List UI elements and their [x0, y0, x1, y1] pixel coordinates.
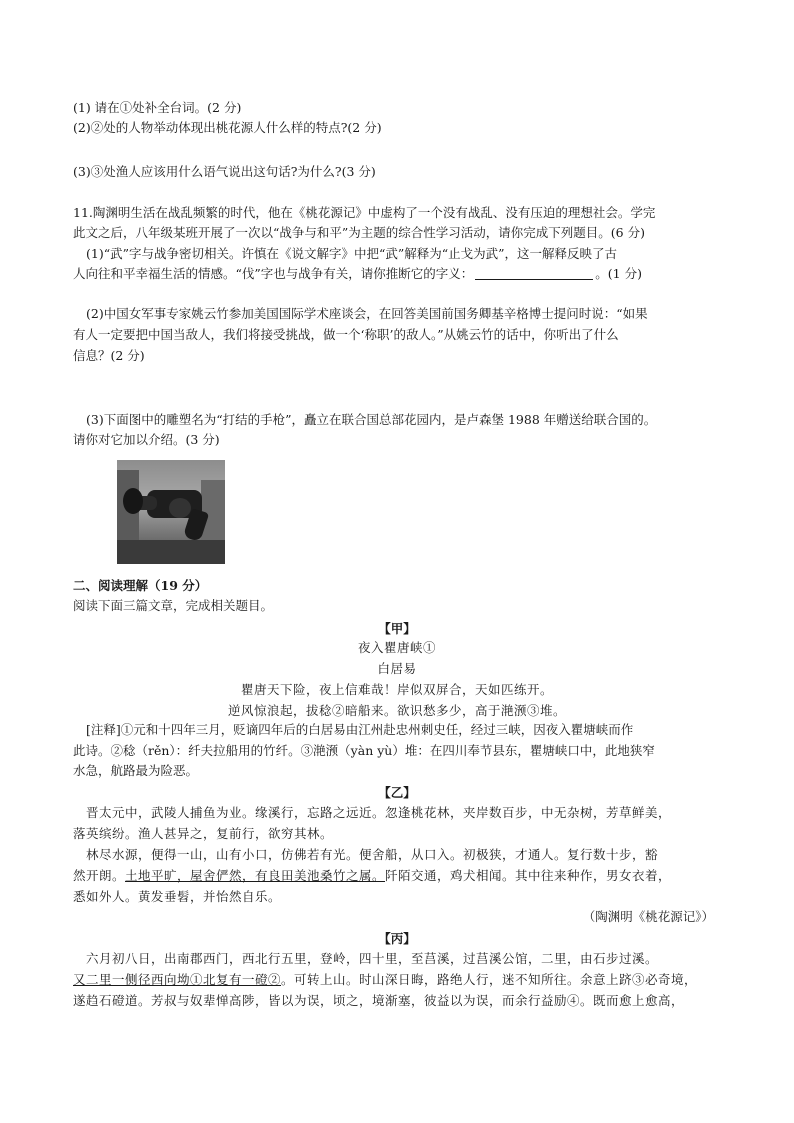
bing-para1-line-1: 六月初八日，出南郡西门，西北行五里，登岭，四十里，至莒溪，过莒溪公馆，二里，由石步过溪。	[86, 951, 659, 966]
answer-blank[interactable]	[475, 265, 593, 280]
bing-para1-line-3: 遂趋石磴道。芳叔与奴辈惮高陟，皆以为误，顷之，境渐塞，彼益以为误，而余行益励④。既而愈上愈高，	[73, 993, 685, 1008]
gun-cylinder	[169, 498, 191, 518]
q10-item-3: (3)③处渔人应该用什么语气说出这句话?为什么?(3 分)	[73, 164, 376, 179]
poem-note-line-3: 水急，航路最为险恶。	[73, 763, 199, 778]
poem-note-line-2: 此诗。②稔（rěn）：纤夫拉船用的竹纤。③滟滪（yàn yù）堆：在四川奉节县东，瞿塘峡口中，此地狭窄	[73, 743, 655, 758]
q11-part3-line-1: (3)下面图中的雕塑名为“打结的手枪”，矗立在联合国总部花园内，是卢森堡 1988 年赠送给联合国的。	[86, 412, 657, 427]
poem-note-line-1: [注释]①元和十四年三月，贬谪四年后的白居易由江州赴忠州刺史任，经过三峡，因夜入瞿塘峡而作	[86, 722, 634, 737]
yi-underlined-sentence: 土地平旷，屋舍俨然，有良田美池桑竹之属。	[125, 868, 386, 883]
sculpture-base	[117, 540, 225, 564]
poem-line-1: 瞿唐天下险，夜上信难哉！岸似双屏合，天如匹练开。	[240, 682, 553, 697]
knotted-gun-sculpture-photo	[117, 460, 225, 564]
yi-text-segment: 然开朗。	[73, 868, 126, 883]
q10-item-1: (1) 请在①处补全台词。(2 分)	[73, 100, 242, 115]
yi-para2-line-1: 林尽水源，便得一山，山有小口，仿佛若有光。便舍船，从口入。初极狭，才通人。复行数十步，豁	[86, 847, 659, 862]
poem-line-2: 逆风惊浪起，拔稔②暗船来。欲识愁多少，高于滟滪③堆。	[227, 703, 566, 718]
bing-text-segment: 。可转上山。时山深日晦，路绝人行，迷不知所往。余意上跻③必奇境，	[281, 972, 698, 987]
yi-source: （陶渊明《桃花源记》）	[582, 909, 714, 924]
yi-para1-line-1: 晋太元中，武陵人捕鱼为业。缘溪行，忘路之远近。忽逢桃花林，夹岸数百步，中无杂树，芳草鲜美，	[86, 805, 672, 820]
yi-text-segment: 阡陌交通，鸡犬相闻。其中往来种作，男女衣着，	[385, 868, 672, 883]
barrel-knot	[123, 488, 143, 514]
q11-part3-line-2: 请你对它加以介绍。(3 分)	[73, 432, 220, 447]
passage-label-jia: 【甲】	[378, 621, 416, 636]
q11-part1-line-2	[73, 264, 642, 284]
bing-underlined-sentence: 又二里一侧径西向坳①北复有一磴②	[73, 972, 282, 987]
q11-part2-line-3: 信息？(2 分)	[73, 348, 145, 363]
poem-title: 夜入瞿唐峡①	[357, 640, 436, 655]
bing-para1-line-2	[73, 970, 697, 990]
section-instruction: 阅读下面三篇文章，完成相关题目。	[73, 598, 274, 613]
yi-para1-line-2: 落英缤纷。渔人甚异之，复前行，欲穷其林。	[73, 826, 334, 841]
q10-item-2: (2)②处的人物举动体现出桃花源人什么样的特点?(2 分)	[73, 120, 382, 135]
building-shape	[201, 480, 225, 540]
passage-label-bing: 【丙】	[378, 931, 416, 946]
yi-para2-line-3: 悉如外人。黄发垂髫，并怡然自乐。	[73, 889, 282, 904]
q11-part2-line-2: 有人一定要把中国当敌人，我们将接受挑战，做一个‘称职’的敌人。”从姚云竹的话中，你听出了什么	[73, 327, 619, 342]
q11-intro-line-1: 11.陶渊明生活在战乱频繁的时代，他在《桃花源记》中虚构了一个没有战乱、没有压迫的理想社会。学完	[73, 205, 656, 220]
section-heading: 二、阅读理解（19 分）	[73, 578, 208, 593]
passage-label-yi: 【乙】	[378, 785, 416, 800]
q11-part1-score: 。(1 分)	[595, 266, 642, 281]
q11-intro-line-2: 此文之后，八年级某班开展了一次以“战争与和平”为主题的综合性学习活动，请你完成下列题目。(6 分)	[73, 225, 645, 240]
poem-author: 白居易	[377, 661, 417, 676]
yi-para2-line-2	[73, 866, 671, 886]
q11-part1-text: 人向往和平幸福生活的情感。“伐”字也与战争有关，请你推断它的字义：	[73, 266, 474, 281]
q11-part1-line-1: (1)“武”字与战争密切相关。许慎在《说文解字》中把“武”解释为“止戈为武”，这一解释反映了古	[86, 246, 618, 261]
q11-part2-line-1: (2)中国女军事专家姚云竹参加美国国际学术座谈会，在回答美国前国务卿基辛格博士提问时说：“如果	[86, 306, 648, 321]
